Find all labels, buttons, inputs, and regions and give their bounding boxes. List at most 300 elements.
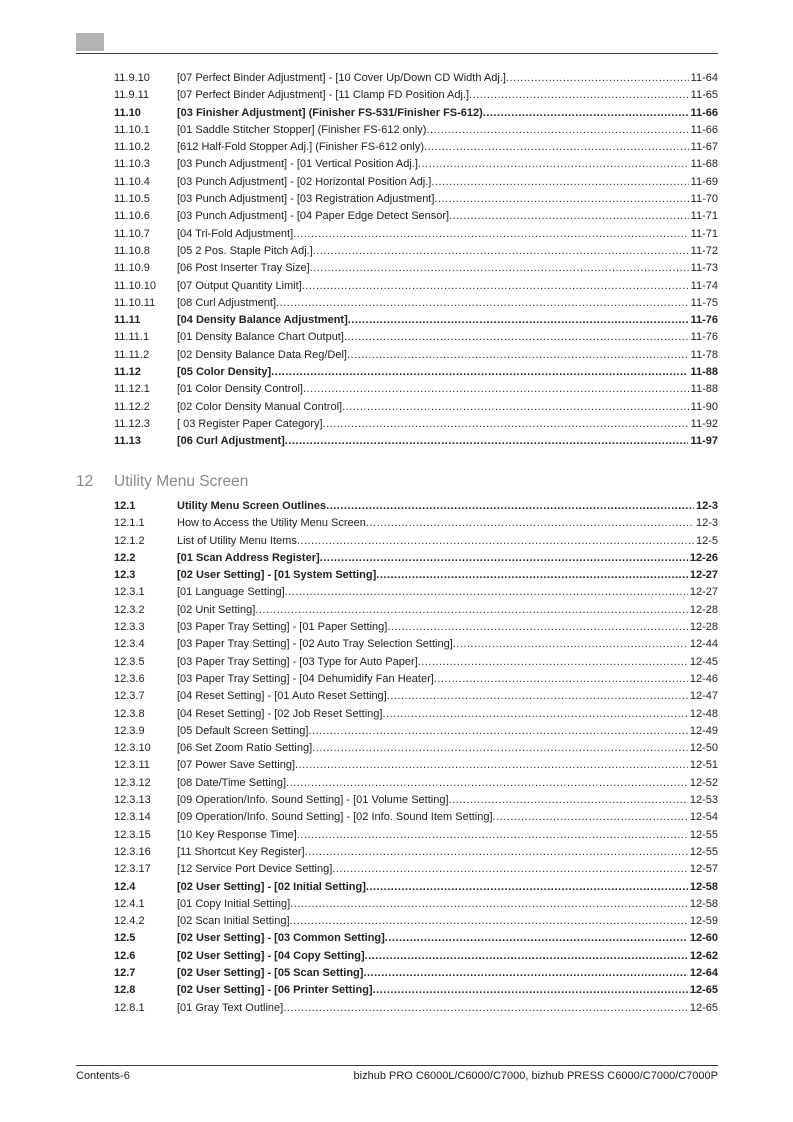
toc-entry-title-wrap: [177, 156, 689, 173]
toc-entry-title: [05 Default Screen Setting]: [177, 724, 309, 737]
toc-dot-leader: [297, 827, 688, 844]
toc-entry-title: [03 Paper Tray Setting] - [04 Dehumidify Fan Heater]: [177, 672, 434, 685]
toc-entry-title: [07 Perfect Binder Adjustment] - [11 Clamp FD Position Adj.]: [177, 89, 470, 102]
toc-dot-leader: [373, 982, 688, 999]
toc-entry[interactable]: [114, 775, 718, 792]
toc-entry-number: 12.7: [114, 967, 136, 980]
toc-entry-number: 11.10.4: [114, 175, 150, 188]
toc-entry-title-wrap: [177, 399, 689, 416]
toc-entry-title-wrap: [177, 260, 689, 277]
toc-dot-leader: [385, 930, 688, 947]
toc-dot-leader: [303, 381, 689, 398]
toc-dot-leader: [365, 948, 688, 965]
toc-entry-page: 12-53: [689, 794, 718, 807]
toc-entry-title: [12 Service Port Device Setting]: [177, 863, 333, 876]
toc-entry-number: 11.12.3: [114, 417, 150, 430]
toc-entry-title: [03 Punch Adjustment] - [01 Vertical Position Adj.]: [177, 158, 418, 171]
toc-entry-page: 11-72: [690, 244, 718, 257]
toc-entry[interactable]: [114, 740, 718, 757]
toc-entry-title-wrap: [177, 87, 689, 104]
toc-entry[interactable]: [114, 105, 718, 122]
toc-entry-number: 12.3.10: [114, 742, 151, 755]
toc-entry-title: [06 Set Zoom Ratio Setting]: [177, 742, 313, 755]
toc-dot-leader: [506, 70, 689, 87]
toc-entry[interactable]: [114, 567, 718, 584]
toc-entry-title: [02 User Setting] - [01 System Setting]: [177, 569, 377, 582]
toc-dot-leader: [290, 913, 688, 930]
toc-entry[interactable]: [114, 706, 718, 723]
toc-entry-number: 12.3.13: [114, 794, 151, 807]
toc-entry-number: 11.10.10: [114, 279, 157, 292]
toc-entry[interactable]: [114, 913, 718, 930]
toc-entry[interactable]: [114, 930, 718, 947]
toc-entry-title-wrap: [177, 930, 688, 947]
toc-entry-page: 12-59: [689, 915, 718, 928]
toc-entry[interactable]: [114, 347, 718, 364]
chapter-heading: [76, 473, 248, 491]
toc-entry-number: 12.3.11: [114, 759, 150, 772]
toc-entry-page: 11-97: [690, 435, 718, 448]
toc-entry-page: 12-3: [695, 517, 718, 530]
toc-entry-page: 12-26: [689, 551, 718, 564]
toc-entry-number: 12.4.2: [114, 915, 145, 928]
footer-rule: [76, 1065, 718, 1066]
toc-entry-title-wrap: [177, 1000, 688, 1017]
toc-entry-title-wrap: [177, 619, 688, 636]
chapter-number: 12: [76, 473, 94, 490]
toc-entry-title-wrap: [177, 827, 688, 844]
toc-dot-leader: [326, 498, 694, 515]
toc-entry-title-wrap: [177, 948, 688, 965]
toc-entry[interactable]: [114, 844, 718, 861]
toc-entry-title: [03 Paper Tray Setting] - [02 Auto Tray Selection Setting]: [177, 638, 453, 651]
toc-dot-leader: [285, 584, 688, 601]
toc-entry-page: 11-88: [690, 366, 718, 379]
toc-entry-number: 11.12.1: [114, 383, 150, 396]
toc-entry-title-wrap: [177, 567, 688, 584]
toc-entry-number: 12.3.16: [114, 845, 151, 858]
toc-entry[interactable]: [114, 191, 718, 208]
toc-entry-title-wrap: [177, 757, 688, 774]
toc-entry-title: [01 Gray Text Outline]: [177, 1001, 284, 1014]
toc-entry-title-wrap: [177, 278, 689, 295]
toc-entry-page: 12-57: [689, 863, 718, 876]
toc-entry[interactable]: [114, 757, 718, 774]
toc-dot-leader: [332, 861, 688, 878]
toc-entry-title-wrap: [177, 982, 688, 999]
toc-dot-leader: [313, 243, 689, 260]
toc-entry-title: [01 Density Balance Chart Output]: [177, 331, 344, 344]
toc-dot-leader: [286, 775, 688, 792]
toc-entry-title-wrap: [177, 174, 689, 191]
toc-entry-title-wrap: [177, 226, 689, 243]
toc-dot-leader: [344, 329, 689, 346]
toc-entry-page: 11-88: [690, 383, 718, 396]
toc-entry[interactable]: [114, 809, 718, 826]
toc-entry[interactable]: [114, 723, 718, 740]
toc-dot-leader: [483, 105, 689, 122]
toc-entry-title: [07 Output Quantity Limit]: [177, 279, 302, 292]
toc-entry-title-wrap: [177, 654, 688, 671]
toc-dot-leader: [323, 416, 689, 433]
toc-entry-title: [01 Color Density Control]: [177, 383, 303, 396]
toc-entry-title: [09 Operation/Info. Sound Setting] - [02 Info. Sound Item Setting]: [177, 811, 493, 824]
toc-entry[interactable]: [114, 948, 718, 965]
toc-entry-page: 12-45: [689, 655, 718, 668]
toc-entry-title-wrap: [177, 861, 688, 878]
toc-entry-title-wrap: [177, 105, 688, 122]
toc-dot-leader: [493, 809, 688, 826]
toc-entry-title: [01 Language Setting]: [177, 586, 285, 599]
toc-entry-page: 11-76: [690, 314, 718, 327]
toc-entry-title: [01 Saddle Stitcher Stopper] (Finisher FS-612 only): [177, 123, 427, 136]
toc-entry[interactable]: [114, 550, 718, 567]
toc-dot-leader: [347, 347, 689, 364]
toc-entry-number: 11.10.3: [114, 158, 150, 171]
toc-entry-page: 11-90: [690, 400, 718, 413]
toc-entry-title-wrap: [177, 533, 694, 550]
toc-entry-number: 12.1.1: [114, 517, 145, 530]
toc-entry[interactable]: [114, 312, 718, 329]
toc-dot-leader: [320, 550, 688, 567]
toc-entry-title-wrap: [177, 122, 689, 139]
toc-entry-number: 12.3: [114, 569, 136, 582]
toc-entry[interactable]: [114, 654, 718, 671]
toc-entry-page: 11-71: [690, 227, 718, 240]
toc-entry-number: 12.3.3: [114, 621, 145, 634]
toc-entry-title-wrap: [177, 688, 688, 705]
toc-dot-leader: [342, 399, 689, 416]
toc-entry-title: [01 Copy Initial Setting]: [177, 897, 291, 910]
toc-entry-title-wrap: [177, 584, 688, 601]
toc-entry-title-wrap: [177, 243, 689, 260]
toc-dot-leader: [255, 602, 688, 619]
toc-entry[interactable]: [114, 87, 718, 104]
toc-entry[interactable]: [114, 156, 718, 173]
toc-entry-title-wrap: [177, 706, 688, 723]
toc-entry-title: [612 Half-Fold Stopper Adj.] (Finisher FS-612 only): [177, 141, 425, 154]
toc-entry-page: 12-5: [695, 534, 718, 547]
toc-dot-leader: [376, 567, 688, 584]
toc-entry-number: 12.2: [114, 551, 136, 564]
toc-entry[interactable]: [114, 433, 718, 450]
toc-entry-title: [11 Shortcut Key Register]: [177, 845, 305, 858]
toc-entry-page: 11-70: [690, 193, 718, 206]
toc-entry-page: 12-62: [689, 949, 718, 962]
toc-entry-page: 11-92: [690, 417, 718, 430]
toc-entry-title-wrap: [177, 775, 688, 792]
toc-dot-leader: [308, 723, 687, 740]
toc-entry-title: [04 Reset Setting] - [01 Auto Reset Setting]: [177, 690, 387, 703]
toc-entry-title-wrap: [177, 879, 688, 896]
toc-entry-page: 11-73: [690, 262, 718, 275]
toc-dot-leader: [449, 792, 688, 809]
toc-entry-page: 11-66: [690, 123, 718, 136]
toc-entry-number: 12.3.6: [114, 672, 145, 685]
toc-entry-page: 11-69: [690, 175, 718, 188]
toc-entry-page: 11-75: [690, 296, 718, 309]
toc-entry-page: 12-49: [689, 724, 718, 737]
toc-entry-number: 12.3.7: [114, 690, 145, 703]
toc-entry-title: [02 Unit Setting]: [177, 603, 256, 616]
toc-entry[interactable]: [114, 861, 718, 878]
toc-entry-title-wrap: [177, 208, 689, 225]
toc-entry-number: 11.10.1: [114, 123, 150, 136]
toc-entry-title: [05 2 Pos. Staple Pitch Adj.]: [177, 244, 313, 257]
toc-entry-page: 12-51: [689, 759, 718, 772]
toc-dot-leader: [382, 706, 687, 723]
toc-entry-page: 11-74: [690, 279, 718, 292]
toc-entry-title: [02 Color Density Manual Control]: [177, 400, 343, 413]
toc-entry-title-wrap: [177, 70, 689, 87]
toc-entry-title: [06 Post Inserter Tray Size]: [177, 262, 310, 275]
toc-entry-title: [03 Punch Adjustment] - [04 Paper Edge Detect Sensor]: [177, 210, 450, 223]
toc-entry[interactable]: [114, 619, 718, 636]
toc-entry-number: 11.12: [114, 366, 141, 379]
toc-entry-page: 12-55: [689, 828, 718, 841]
toc-dot-leader: [290, 896, 688, 913]
toc-entry[interactable]: [114, 498, 718, 515]
toc-entry-title-wrap: [177, 498, 694, 515]
toc-entry[interactable]: [114, 381, 718, 398]
toc-entry-title: [06 Curl Adjustment]: [177, 435, 285, 448]
toc-entry[interactable]: [114, 399, 718, 416]
toc-entry[interactable]: [114, 584, 718, 601]
toc-entry-title-wrap: [177, 671, 688, 688]
toc-entry-title-wrap: [177, 809, 688, 826]
toc-entry[interactable]: [114, 636, 718, 653]
toc-entry-title: [01 Scan Address Register]: [177, 551, 320, 564]
toc-entry[interactable]: [114, 364, 718, 381]
toc-entry-page: 12-28: [689, 603, 718, 616]
toc-dot-leader: [418, 156, 689, 173]
toc-entry-title: [02 User Setting] - [04 Copy Setting]: [177, 949, 365, 962]
toc-entry-page: 12-50: [689, 742, 718, 755]
toc-entry-number: 12.3.12: [114, 776, 151, 789]
header-rule: [76, 53, 718, 54]
toc-entry-title-wrap: [177, 844, 688, 861]
toc-entry-page: 11-68: [690, 158, 718, 171]
toc-entry-title: [07 Perfect Binder Adjustment] - [10 Cover Up/Down CD Width Adj.]: [177, 72, 506, 84]
toc-entry[interactable]: [114, 515, 718, 532]
footer-page-label: Contents-6: [76, 1070, 130, 1082]
toc-entry-number: 12.4.1: [114, 897, 145, 910]
toc-entry-page: 12-44: [689, 638, 718, 651]
toc-entry-number: 12.3.4: [114, 638, 145, 651]
toc-entry-title: [04 Tri-Fold Adjustment]: [177, 227, 294, 240]
toc-entry-page: 12-27: [689, 586, 718, 599]
toc-entry-page: 11-66: [690, 106, 718, 119]
toc-entry-page: 12-47: [689, 690, 718, 703]
toc-entry-title: List of Utility Menu Items: [177, 534, 297, 547]
toc-entry-page: 11-67: [690, 141, 718, 154]
toc-entry-title-wrap: [177, 295, 689, 312]
toc-entry-title-wrap: [177, 139, 689, 156]
toc-dot-leader: [312, 740, 688, 757]
toc-entry-page: 12-64: [689, 967, 718, 980]
toc-entry[interactable]: [114, 260, 718, 277]
toc-entry-title-wrap: [177, 312, 688, 329]
toc-entry-page: 12-48: [689, 707, 718, 720]
toc-entry-title: [03 Paper Tray Setting] - [01 Paper Setting]: [177, 621, 388, 634]
toc-entry-number: 11.10.9: [114, 262, 150, 275]
toc-entry-number: 12.6: [114, 949, 136, 962]
toc-dot-leader: [283, 1000, 688, 1017]
toc-entry-title: [03 Finisher Adjustment] (Finisher FS-531/Finisher FS-612): [177, 106, 483, 119]
toc-entry-title-wrap: [177, 416, 689, 433]
toc-entry[interactable]: [114, 139, 718, 156]
toc-entry-title-wrap: [177, 740, 688, 757]
toc-entry-number: 11.10: [114, 106, 141, 119]
toc-entry-title: [03 Punch Adjustment] - [03 Registration Adjustment]: [177, 193, 435, 206]
toc-entry[interactable]: [114, 295, 718, 312]
toc-entry-page: 12-65: [689, 1001, 718, 1014]
toc-entry-page: 12-3: [695, 500, 718, 512]
toc-entry-page: 11-78: [690, 348, 718, 361]
toc-entry-title: [10 Key Response Time]: [177, 828, 297, 841]
toc-entry-title: How to Access the Utility Menu Screen: [177, 517, 366, 530]
toc-entry-title-wrap: [177, 913, 688, 930]
toc-entry[interactable]: [114, 416, 718, 433]
toc-entry[interactable]: [114, 688, 718, 705]
toc-entry-page: 12-58: [689, 897, 718, 910]
toc-entry-title-wrap: [177, 896, 688, 913]
toc-entry-number: 12.3.9: [114, 724, 145, 737]
toc-entry-title: [03 Punch Adjustment] - [02 Horizontal Position Adj.]: [177, 175, 432, 188]
toc-entry-number: 11.10.8: [114, 244, 150, 257]
toc-dot-leader: [434, 671, 688, 688]
toc-entry-title-wrap: [177, 636, 688, 653]
toc-entry-page: 12-52: [689, 776, 718, 789]
toc-entry-number: 11.10.2: [114, 141, 150, 154]
toc-entry[interactable]: [114, 174, 718, 191]
toc-entry-title: [02 User Setting] - [03 Common Setting]: [177, 932, 385, 945]
toc-dot-leader: [271, 364, 688, 381]
toc-entry-title: [09 Operation/Info. Sound Setting] - [01 Volume Setting]: [177, 794, 449, 807]
toc-dot-leader: [295, 757, 688, 774]
toc-entry[interactable]: [114, 278, 718, 295]
toc-entry-page: 11-71: [690, 210, 718, 223]
toc-entry-page: 11-64: [690, 72, 718, 84]
toc-entry-page: 12-27: [689, 569, 718, 582]
toc-entry[interactable]: [114, 896, 718, 913]
toc-dot-leader: [453, 636, 688, 653]
toc-dot-leader: [310, 260, 689, 277]
toc-entry[interactable]: [114, 879, 718, 896]
toc-entry[interactable]: [114, 329, 718, 346]
toc-dot-leader: [297, 533, 694, 550]
toc-entry-number: 12.5: [114, 932, 136, 945]
toc-entry-title: [08 Curl Adjustment]: [177, 296, 277, 309]
toc-dot-leader: [418, 654, 688, 671]
toc-dot-leader: [449, 208, 689, 225]
toc-entry-title-wrap: [177, 364, 688, 381]
footer-product-name: bizhub PRO C6000L/C6000/C7000, bizhub PRESS C6000/C7000/C7000P: [353, 1070, 718, 1082]
toc-entry[interactable]: [114, 70, 718, 87]
toc-dot-leader: [469, 87, 689, 104]
toc-entry-number: 11.11.1: [114, 331, 150, 344]
toc-entry[interactable]: [114, 208, 718, 225]
toc-entry-title: [04 Density Balance Adjustment]: [177, 314, 348, 327]
toc-entry-title-wrap: [177, 723, 688, 740]
toc-entry-title-wrap: [177, 515, 694, 532]
toc-entry[interactable]: [114, 533, 718, 550]
toc-entry-title-wrap: [177, 602, 688, 619]
toc-entry-number: 12.3.14: [114, 811, 151, 824]
toc-entry-number: 12.3.2: [114, 603, 145, 616]
toc-entry-number: 11.9.10: [114, 72, 150, 84]
toc-entry-number: 11.10.5: [114, 193, 150, 206]
toc-entry[interactable]: [114, 243, 718, 260]
toc-entry-title: [02 Scan Initial Setting]: [177, 915, 290, 928]
toc-section-11: [114, 70, 718, 451]
toc-entry-title-wrap: [177, 191, 689, 208]
toc-entry-title: [03 Paper Tray Setting] - [03 Type for Auto Paper]: [177, 655, 418, 668]
toc-dot-leader: [348, 312, 689, 329]
toc-entry-title: [04 Reset Setting] - [02 Job Reset Setting]: [177, 707, 383, 720]
toc-entry-number: 12.4: [114, 880, 136, 893]
toc-entry-page: 12-65: [689, 984, 718, 997]
toc-entry-title-wrap: [177, 550, 688, 567]
toc-entry[interactable]: [114, 1000, 718, 1017]
toc-entry-number: 11.10.6: [114, 210, 150, 223]
toc-entry-page: 12-28: [689, 621, 718, 634]
toc-entry-page: 12-60: [689, 932, 718, 945]
toc-entry[interactable]: [114, 792, 718, 809]
toc-dot-leader: [302, 278, 689, 295]
toc-entry-title: [07 Power Save Setting]: [177, 759, 296, 772]
toc-entry-number: 12.3.1: [114, 586, 145, 599]
toc-entry[interactable]: [114, 602, 718, 619]
toc-entry-title: [ 03 Register Paper Category]: [177, 417, 323, 430]
toc-dot-leader: [366, 879, 688, 896]
toc-entry-number: 12.1.2: [114, 534, 145, 547]
toc-entry[interactable]: [114, 827, 718, 844]
toc-entry-title-wrap: [177, 329, 689, 346]
toc-entry-page: 11-76: [690, 331, 718, 344]
toc-entry-title-wrap: [177, 433, 688, 450]
toc-entry-number: 11.11.2: [114, 348, 150, 361]
toc-section-12: [114, 498, 718, 1017]
toc-entry[interactable]: [114, 122, 718, 139]
toc-entry-title: [02 User Setting] - [02 Initial Setting]: [177, 880, 366, 893]
toc-dot-leader: [305, 844, 688, 861]
toc-entry-number: 12.3.15: [114, 828, 151, 841]
toc-entry-number: 11.10.11: [114, 296, 156, 309]
chapter-title: Utility Menu Screen: [114, 473, 249, 490]
toc-dot-leader: [276, 295, 689, 312]
toc-entry-number: 11.12.2: [114, 400, 150, 413]
toc-entry-title: [02 Density Balance Data Reg/Del]: [177, 348, 347, 361]
toc-entry-page: 12-55: [689, 845, 718, 858]
toc-entry-title-wrap: [177, 347, 689, 364]
toc-entry[interactable]: [114, 982, 718, 999]
toc-entry[interactable]: [114, 965, 718, 982]
toc-entry[interactable]: [114, 671, 718, 688]
toc-entry-number: 11.11: [114, 314, 141, 327]
toc-dot-leader: [387, 619, 688, 636]
toc-entry-number: 12.8.1: [114, 1001, 145, 1014]
toc-entry-number: 11.10.7: [114, 227, 150, 240]
toc-entry-page: 12-58: [689, 880, 718, 893]
toc-entry[interactable]: [114, 226, 718, 243]
toc-entry-title: [02 User Setting] - [05 Scan Setting]: [177, 967, 364, 980]
toc-entry-number: 12.3.5: [114, 655, 145, 668]
toc-dot-leader: [363, 965, 687, 982]
toc-dot-leader: [424, 139, 689, 156]
toc-entry-title: Utility Menu Screen Outlines: [177, 500, 327, 512]
toc-dot-leader: [426, 122, 688, 139]
